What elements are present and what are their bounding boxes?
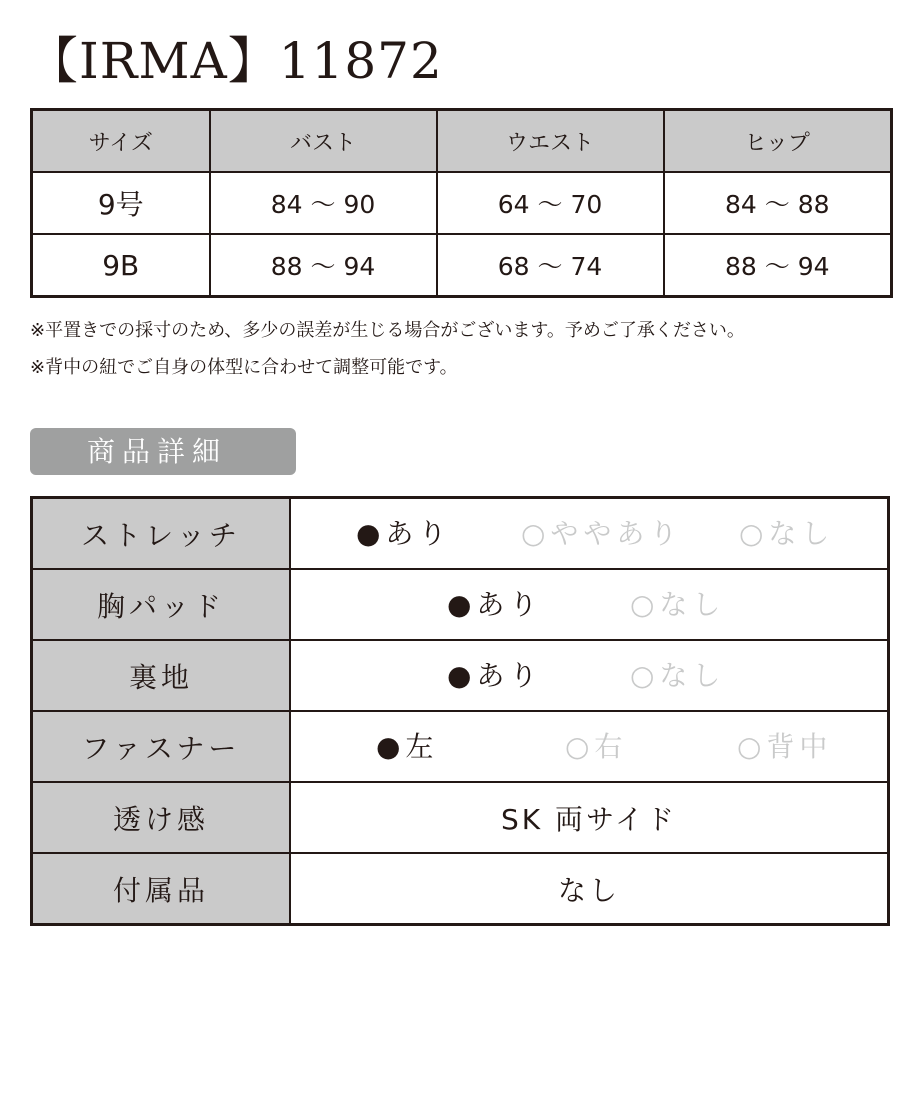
header-waist: ウエスト [437, 110, 664, 173]
table-row [32, 234, 892, 297]
bust-value: 84 〜 90 [210, 172, 437, 234]
fastener-label: ファスナー [32, 711, 291, 782]
stretch-option-slight: ○ややあり [521, 517, 683, 550]
stretch-values [290, 498, 889, 570]
waist-value: 68 〜 74 [437, 234, 664, 297]
pad-values [290, 569, 889, 640]
pad-label: 胸パッド [32, 569, 291, 640]
notes [30, 312, 745, 386]
detail-table [30, 496, 890, 926]
accessories-value: なし [290, 853, 889, 925]
detail-row-lining [32, 640, 889, 711]
bust-value: 88 〜 94 [210, 234, 437, 297]
detail-row-stretch [32, 498, 889, 570]
detail-row-pad [32, 569, 889, 640]
lining-option-yes: ●あり [447, 659, 543, 692]
size-label: 9B [32, 234, 210, 297]
stretch-option-yes: ●あり [356, 517, 452, 550]
pad-option-yes: ●あり [447, 588, 543, 621]
pad-option-no: ○なし [630, 588, 726, 621]
lining-option-no: ○なし [630, 659, 726, 692]
lining-values [290, 640, 889, 711]
sheer-label: 透け感 [32, 782, 291, 853]
waist-value: 64 〜 70 [437, 172, 664, 234]
hip-value: 88 〜 94 [664, 234, 892, 297]
fastener-option-back: ○背中 [737, 730, 833, 763]
size-table [30, 108, 893, 298]
accessories-label: 付属品 [32, 853, 291, 925]
section-label: 商品詳細 [30, 428, 296, 475]
stretch-option-no: ○なし [739, 517, 835, 550]
page-title: 【IRMA】11872 [28, 32, 443, 90]
detail-row-fastener [32, 711, 889, 782]
fastener-option-left: ●左 [376, 730, 439, 763]
detail-row-sheer [32, 782, 889, 853]
fastener-option-right: ○右 [565, 730, 628, 763]
header-size: サイズ [32, 110, 210, 173]
lining-label: 裏地 [32, 640, 291, 711]
size-table-header-row [32, 110, 892, 173]
hip-value: 84 〜 88 [664, 172, 892, 234]
header-hip: ヒップ [664, 110, 892, 173]
sheer-value: SK 両サイド [290, 782, 889, 853]
fastener-values [290, 711, 889, 782]
header-bust: バスト [210, 110, 437, 173]
detail-row-accessories [32, 853, 889, 925]
stretch-label: ストレッチ [32, 498, 291, 570]
note-adjustment: ※背中の紐でご自身の体型に合わせて調整可能です。 [30, 357, 458, 378]
table-row [32, 172, 892, 234]
size-label: 9号 [32, 172, 210, 234]
note-measurement: ※平置きでの採寸のため、多少の誤差が生じる場合がございます。予めご了承ください。 [30, 320, 745, 341]
